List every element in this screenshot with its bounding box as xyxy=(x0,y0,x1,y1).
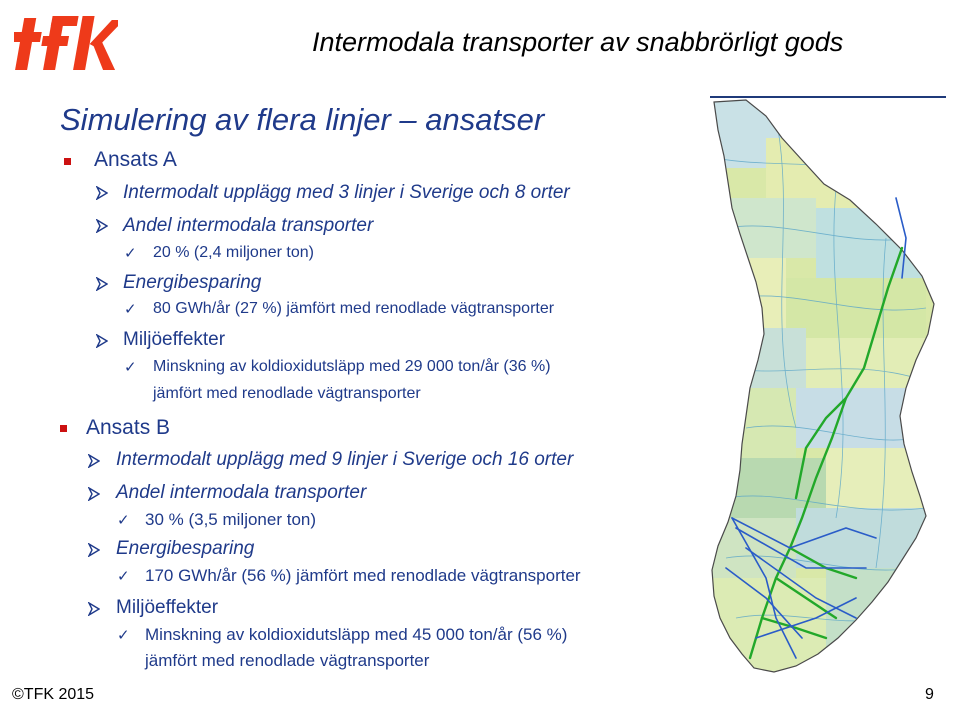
arrow-bullet-icon xyxy=(96,334,108,348)
ansats-b-share-value: 30 % (3,5 miljoner ton) xyxy=(145,510,317,529)
section-title: Simulering av flera linjer – ansatser xyxy=(60,102,545,137)
arrow-bullet-icon xyxy=(96,186,108,200)
arrow-bullet-icon xyxy=(88,602,100,616)
arrow-bullet-icon xyxy=(96,277,108,291)
ansats-b-line1: Intermodalt upplägg med 9 linjer i Sverige och 16 orter xyxy=(116,449,574,470)
ansats-a-energy-value: 80 GWh/år (27 %) jämfört med renodlade vägtransporter xyxy=(153,300,555,317)
checkmark-icon: ✓ xyxy=(124,358,137,376)
checkmark-icon: ✓ xyxy=(124,244,137,262)
ansats-b-env-value-line2: jämfört med renodlade vägtransporter xyxy=(145,651,430,670)
square-bullet-icon xyxy=(60,425,67,432)
map-regions xyxy=(706,98,960,676)
arrow-bullet-icon xyxy=(96,219,108,233)
arrow-bullet-icon xyxy=(88,543,100,557)
ansats-a-env-value-line1: Minskning av koldioxidutsläpp med 29 000 ton/år (36 %) xyxy=(153,358,551,375)
checkmark-icon: ✓ xyxy=(117,511,130,529)
ansats-b-heading: Ansats B xyxy=(86,416,171,439)
ansats-a-heading: Ansats A xyxy=(94,148,177,171)
ansats-a-env-label: Miljöeffekter xyxy=(123,329,226,350)
page-number: 9 xyxy=(925,686,934,703)
ansats-b-env-value-line1: Minskning av koldioxidutsläpp med 45 000 ton/år (56 %) xyxy=(145,625,568,644)
checkmark-icon: ✓ xyxy=(117,626,130,644)
sweden-route-map xyxy=(706,98,960,676)
ansats-b-energy-label: Energibesparing xyxy=(116,538,255,559)
ansats-a-energy-label: Energibesparing xyxy=(123,272,262,293)
arrow-bullet-icon xyxy=(88,487,100,501)
tfk-logo xyxy=(14,8,118,74)
ansats-a-share-label: Andel intermodala transporter xyxy=(123,215,374,236)
ansats-a-share-value: 20 % (2,4 miljoner ton) xyxy=(153,244,314,261)
ansats-a-env-value-line2: jämfört med renodlade vägtransporter xyxy=(153,385,421,402)
checkmark-icon: ✓ xyxy=(117,567,130,585)
square-bullet-icon xyxy=(64,158,71,165)
ansats-a-line1: Intermodalt upplägg med 3 linjer i Sverige och 8 orter xyxy=(123,182,570,203)
header-title: Intermodala transporter av snabbrörligt gods xyxy=(312,27,844,57)
ansats-b-env-label: Miljöeffekter xyxy=(116,597,219,618)
ansats-b-share-label: Andel intermodala transporter xyxy=(116,482,367,503)
checkmark-icon: ✓ xyxy=(124,300,137,318)
ansats-b-energy-value: 170 GWh/år (56 %) jämfört med renodlade vägtransporter xyxy=(145,566,581,585)
footer-copyright: ©TFK 2015 xyxy=(12,686,95,703)
arrow-bullet-icon xyxy=(88,454,100,468)
